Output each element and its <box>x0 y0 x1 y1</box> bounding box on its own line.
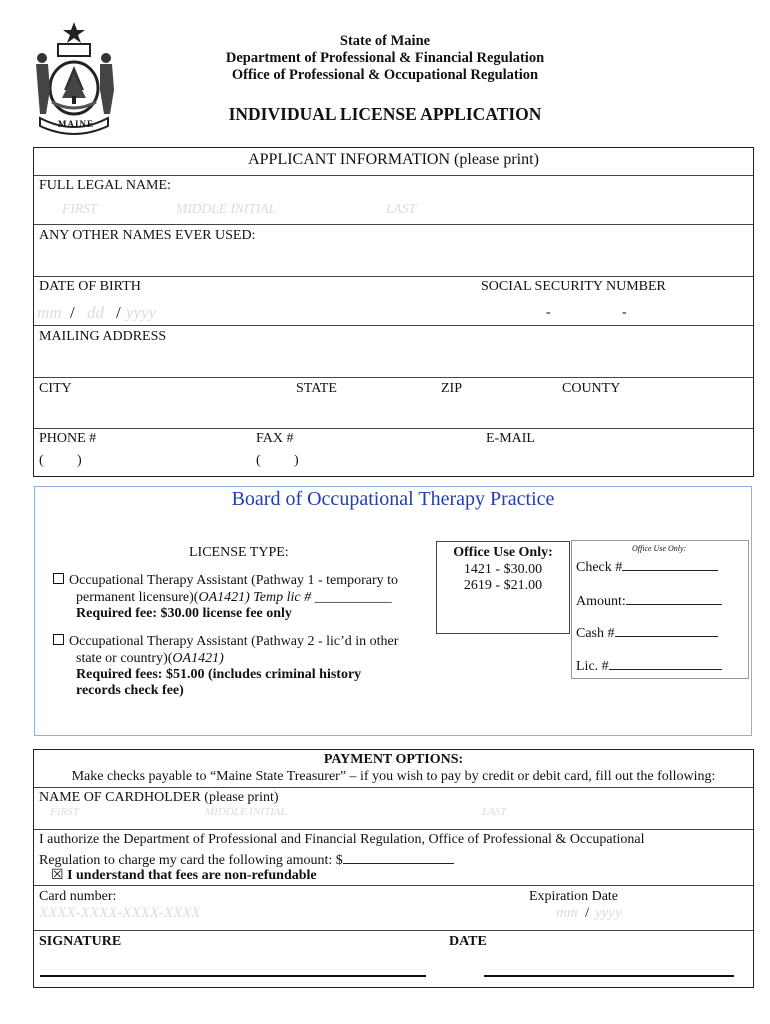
license-option-1-checkbox[interactable] <box>53 573 64 584</box>
dob-slash-2: / <box>116 303 121 322</box>
cash-number-field[interactable] <box>615 623 718 637</box>
full-name-label: FULL LEGAL NAME: <box>39 178 171 193</box>
cash-number-label: Cash # <box>576 623 718 642</box>
dob-month: mm <box>37 303 62 322</box>
ssn-dash-2: - <box>622 305 627 320</box>
signature-line[interactable] <box>40 975 426 977</box>
license-option-2[interactable] <box>53 634 398 650</box>
other-names-field[interactable] <box>39 246 739 272</box>
cardholder-label: NAME OF CARDHOLDER (please print) <box>39 790 279 805</box>
exp-slash: / <box>585 905 590 921</box>
license-option-1[interactable] <box>53 573 398 589</box>
fax-field[interactable] <box>256 453 456 471</box>
zip-label: ZIP <box>441 381 462 396</box>
fax-paren-open: ( <box>256 453 261 468</box>
amount-label: Amount: <box>576 591 722 610</box>
charge-amount-field[interactable] <box>343 850 454 864</box>
mailing-address-label: MAILING ADDRESS <box>39 329 167 344</box>
dob-field[interactable] <box>37 303 187 323</box>
phone-field[interactable] <box>39 453 239 471</box>
office-use-code-1: 1421 - $30.00 <box>463 562 543 577</box>
dob-year: yyyy <box>126 303 157 322</box>
ssn-dash-1: - <box>546 305 551 320</box>
cardholder-last-field[interactable]: LAST <box>482 806 507 818</box>
office-use-small-label: Office Use Only: <box>632 544 687 553</box>
phone-paren-open: ( <box>39 453 44 468</box>
temp-lic-field[interactable]: ___________ <box>314 590 392 605</box>
board-title: Board of Occupational Therapy Practice <box>231 488 555 510</box>
nonrefundable-checkbox[interactable]: ☒ <box>51 867 64 883</box>
card-number-label: Card number: <box>39 889 117 904</box>
expiration-field[interactable] <box>556 905 646 925</box>
license-option-2-fee: Required fees: $51.00 (includes criminal history <box>76 667 362 682</box>
mailing-address-field[interactable] <box>39 347 739 373</box>
payment-instructions: Make checks payable to “Maine State Treasurer” – if you wish to pay by credit or debit card, fill out the following: <box>71 769 716 784</box>
county-label: COUNTY <box>562 381 621 396</box>
page-title: INDIVIDUAL LICENSE APPLICATION <box>228 104 542 124</box>
expiration-label: Expiration Date <box>529 889 619 904</box>
date-label: DATE <box>449 934 487 949</box>
cardholder-middle-field[interactable]: MIDDLE INITIAL <box>205 806 287 818</box>
city-label: CITY <box>39 381 72 396</box>
authorize-text-line1: I authorize the Department of Professional and Financial Regulation, Office of Professional & Occupational <box>39 832 645 847</box>
office-use-code-2: 2619 - $21.00 <box>463 578 543 593</box>
ssn-field[interactable] <box>481 305 681 323</box>
license-option-1-text: Occupational Therapy Assistant (Pathway 1 - temporary to <box>69 573 399 588</box>
license-option-2-checkbox[interactable] <box>53 634 64 645</box>
nonrefundable-text: I understand that fees are non-refundable <box>67 868 317 883</box>
ssn-label: SOCIAL SECURITY NUMBER <box>481 279 666 294</box>
other-names-label: ANY OTHER NAMES EVER USED: <box>39 228 256 243</box>
exp-month: mm <box>556 905 578 921</box>
office-use-title: Office Use Only: <box>453 545 553 560</box>
exp-year: yyyy <box>595 905 622 921</box>
header-state: State of Maine <box>339 33 431 49</box>
signature-label: SIGNATURE <box>39 934 122 949</box>
applicant-section-title: APPLICANT INFORMATION (please print) <box>248 151 539 168</box>
date-line[interactable] <box>484 975 734 977</box>
lic-number-field[interactable] <box>609 656 722 670</box>
fax-paren-close: ) <box>294 453 299 468</box>
license-option-2-fee-cont: records check fee) <box>76 683 184 698</box>
license-option-1-fee: Required fee: $30.00 license fee only <box>76 606 292 621</box>
dob-label: DATE OF BIRTH <box>39 279 141 294</box>
state-label: STATE <box>296 381 337 396</box>
payment-title: PAYMENT OPTIONS: <box>323 752 464 767</box>
lic-number-label: Lic. # <box>576 656 722 675</box>
cardholder-first-field[interactable]: FIRST <box>50 806 79 818</box>
check-number-field[interactable] <box>622 557 718 571</box>
last-name-field[interactable]: LAST <box>386 201 417 216</box>
nonrefundable-row[interactable] <box>51 867 317 884</box>
phone-label: PHONE # <box>39 431 97 446</box>
check-number-label: Check # <box>576 557 718 576</box>
header-office: Office of Professional & Occupational Regulation <box>231 67 539 83</box>
authorize-text-line2: Regulation to charge my card the following amount: $ <box>39 850 454 869</box>
email-label: E-MAIL <box>486 431 535 446</box>
license-option-2-line2: state or country)(OA1421) <box>76 651 224 666</box>
license-option-2-text: Occupational Therapy Assistant (Pathway 2 - lic’d in other <box>69 634 399 649</box>
license-type-label: LICENSE TYPE: <box>189 545 289 560</box>
header-department: Department of Professional & Financial Regulation <box>225 50 545 66</box>
middle-initial-field[interactable]: MIDDLE INITIAL <box>176 201 277 216</box>
phone-paren-close: ) <box>77 453 82 468</box>
card-number-field[interactable]: XXXX-XXXX-XXXX-XXXX <box>39 905 201 921</box>
seal-banner-text: MAINE <box>58 119 94 129</box>
email-field[interactable] <box>486 453 746 471</box>
city-state-zip-field[interactable] <box>39 399 739 425</box>
amount-field[interactable] <box>626 591 722 605</box>
first-name-field[interactable]: FIRST <box>62 201 98 216</box>
fax-label: FAX # <box>256 431 294 446</box>
license-option-1-line2: permanent licensure)(OA1421) Temp lic # ___________ <box>76 590 392 605</box>
dob-day: dd <box>87 303 104 322</box>
dob-slash-1: / <box>70 303 75 322</box>
